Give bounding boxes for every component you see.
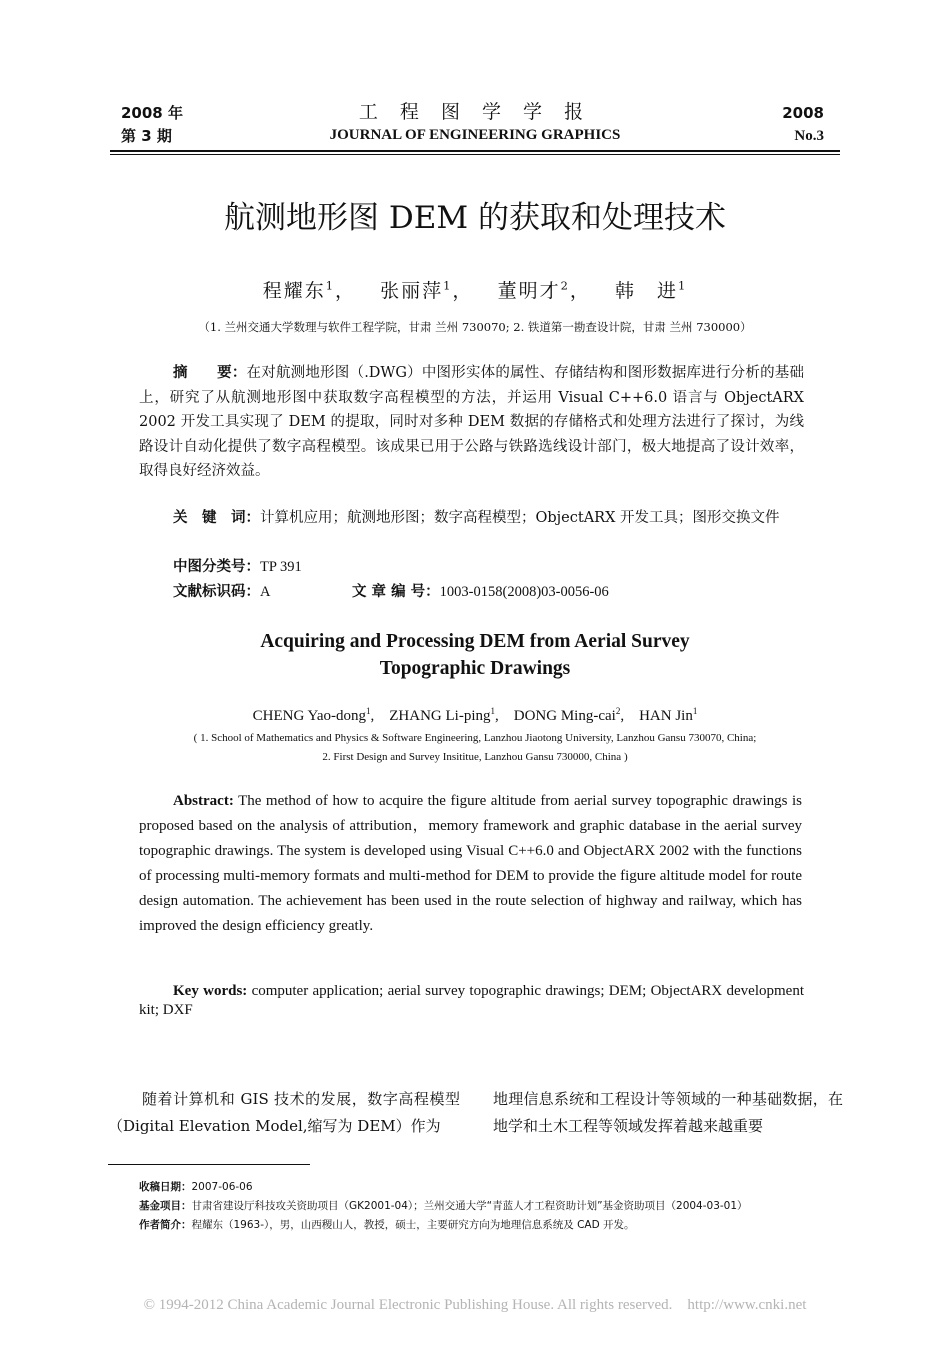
body-column-left: 随着计算机和 GIS 技术的发展，数字高程模型（Digital Elevation Model,缩写为 DEM）作为	[108, 1090, 460, 1135]
authors-cn	[0, 276, 950, 303]
header-right	[782, 102, 824, 148]
keywords-cn	[139, 506, 804, 531]
header-year-cn: 2008 年	[121, 104, 183, 122]
abstract-cn-text: 在对航测地形图（.DWG）中图形实体的属性、存储结构和图形数据库进行分析的基础上，研究了从航测地形图中获取数字高程模型的方法，并运用 Visual C++6.0 语言与 ObjectARX 2002 开发工具实现了 DEM 的提取，同时对多种 DEM 数据的存储格式和处理方法进行了探讨，为线路设计自动化提供了数字高程模型。该成果已用于公路与铁路选线设计部门，极大地提高了设计效率，取得良好经济效益。	[139, 365, 805, 479]
keywords-cn-label: 关 键 词：	[173, 510, 260, 526]
author-cn: 张丽萍$^1$，	[380, 278, 474, 302]
body-column-right: 地理信息系统和工程设计等领域的一种基础数据，在地学和土木工程等领域发挥着越来越重要	[493, 1090, 843, 1135]
article-no-row	[352, 580, 609, 605]
article-no-value: 1003-0158(2008)03-0056-06	[439, 584, 609, 600]
author-en: CHENG Yao-dong$^1$,	[252, 706, 378, 724]
header-rule-thick	[110, 150, 840, 152]
abstract-en	[139, 789, 802, 939]
paper-title-en-line1: Acquiring and Processing DEM from Aerial Survey	[260, 631, 690, 652]
doc-code-value: A	[260, 584, 271, 600]
paper-title-en-line2: Topographic Drawings	[379, 658, 571, 679]
author-en: DONG Ming-cai$^2$,	[513, 706, 628, 724]
classification-row	[173, 555, 302, 580]
classification-label: 中图分类号：	[173, 559, 260, 575]
footnote-author: 作者简介：程耀东（1963-），男，山西稷山人，教授，硕士，主要研究方向为地理信息系统及 CAD 开发。	[139, 1219, 635, 1231]
paper-title-en	[0, 628, 950, 682]
journal-name-cn: 工 程 图 学 学 报	[358, 101, 592, 123]
abstract-en-label: Abstract:	[173, 793, 234, 809]
header-issue: No.3	[794, 128, 824, 144]
author-cn: 程耀东$^1$，	[262, 278, 357, 302]
doc-code-label: 文献标识码：	[173, 584, 260, 600]
abstract-en-text: The method of how to acquire the figure altitude from aerial survey topographic drawings is proposed based on the analysis of attribution，memory framework and graphic database in the aerial survey topographic drawings. The system is developed using Visual C++6.0 and ObjectARX 2002 with the functions of processing multi-memory formats and multi-method for DEM to provide the figure altitude model for route design automation. The achievement has been used in the route selection of highway and railway, which has improved the design efficiency greatly.	[139, 793, 802, 934]
author-en: HAN Jin$^1$	[639, 706, 698, 724]
keywords-en	[139, 982, 804, 1020]
keywords-en-text: computer application; aerial survey topographic drawings; DEM; ObjectARX development kit; DXF	[139, 983, 804, 1018]
footnote-rule	[108, 1164, 310, 1165]
abstract-cn	[139, 361, 804, 484]
authors-en	[0, 706, 950, 725]
keywords-en-label: Key words:	[173, 983, 248, 999]
article-no-label: 文 章 编 号：	[352, 584, 440, 600]
affiliation-en-line1: ( 1. School of Mathematics and Physics & Software Engineering, Lanzhou Jiaotong University, Lanzhou Gansu 730070, China;	[193, 732, 757, 744]
affiliation-cn: （1. 兰州交通大学数理与软件工程学院，甘肃 兰州 730070; 2. 铁道第一勘查设计院，甘肃 兰州 730000）	[198, 320, 752, 334]
header-issue-cn: 第 3 期	[121, 127, 172, 145]
journal-name-en: JOURNAL OF ENGINEERING GRAPHICS	[329, 127, 621, 143]
classification-value: TP 391	[260, 559, 302, 575]
affiliation-en-line2: 2. First Design and Survey Insititue, Lanzhou Gansu 730000, China )	[322, 751, 628, 763]
affiliation-en	[0, 729, 950, 767]
paper-title-cn: 航测地形图 DEM 的获取和处理技术	[224, 200, 726, 236]
header-year: 2008	[782, 104, 824, 122]
keywords-cn-text: 计算机应用；航测地形图；数字高程模型；ObjectARX 开发工具；图形交换文件	[260, 510, 780, 526]
footnote-fund: 基金项目：甘肃省建设厅科技攻关资助项目（GK2001-04）；兰州交通大学“青蓝人才工程资助计划”基金资助项目（2004-03-01）	[139, 1200, 748, 1212]
header-rule-thin	[110, 154, 840, 155]
abstract-cn-label: 摘 要：	[173, 365, 247, 381]
author-en: ZHANG Li-ping$^1$,	[389, 706, 503, 724]
author-cn: 董明才$^2$，	[497, 278, 591, 302]
author-cn: 韩 进$^1$	[614, 278, 688, 302]
doc-code-row	[173, 580, 270, 605]
copyright-line: © 1994-2012 China Academic Journal Electronic Publishing House. All rights reserved. http://www.cnki.net	[143, 1297, 807, 1313]
footnote-received: 收稿日期：2007-06-06	[139, 1181, 253, 1193]
